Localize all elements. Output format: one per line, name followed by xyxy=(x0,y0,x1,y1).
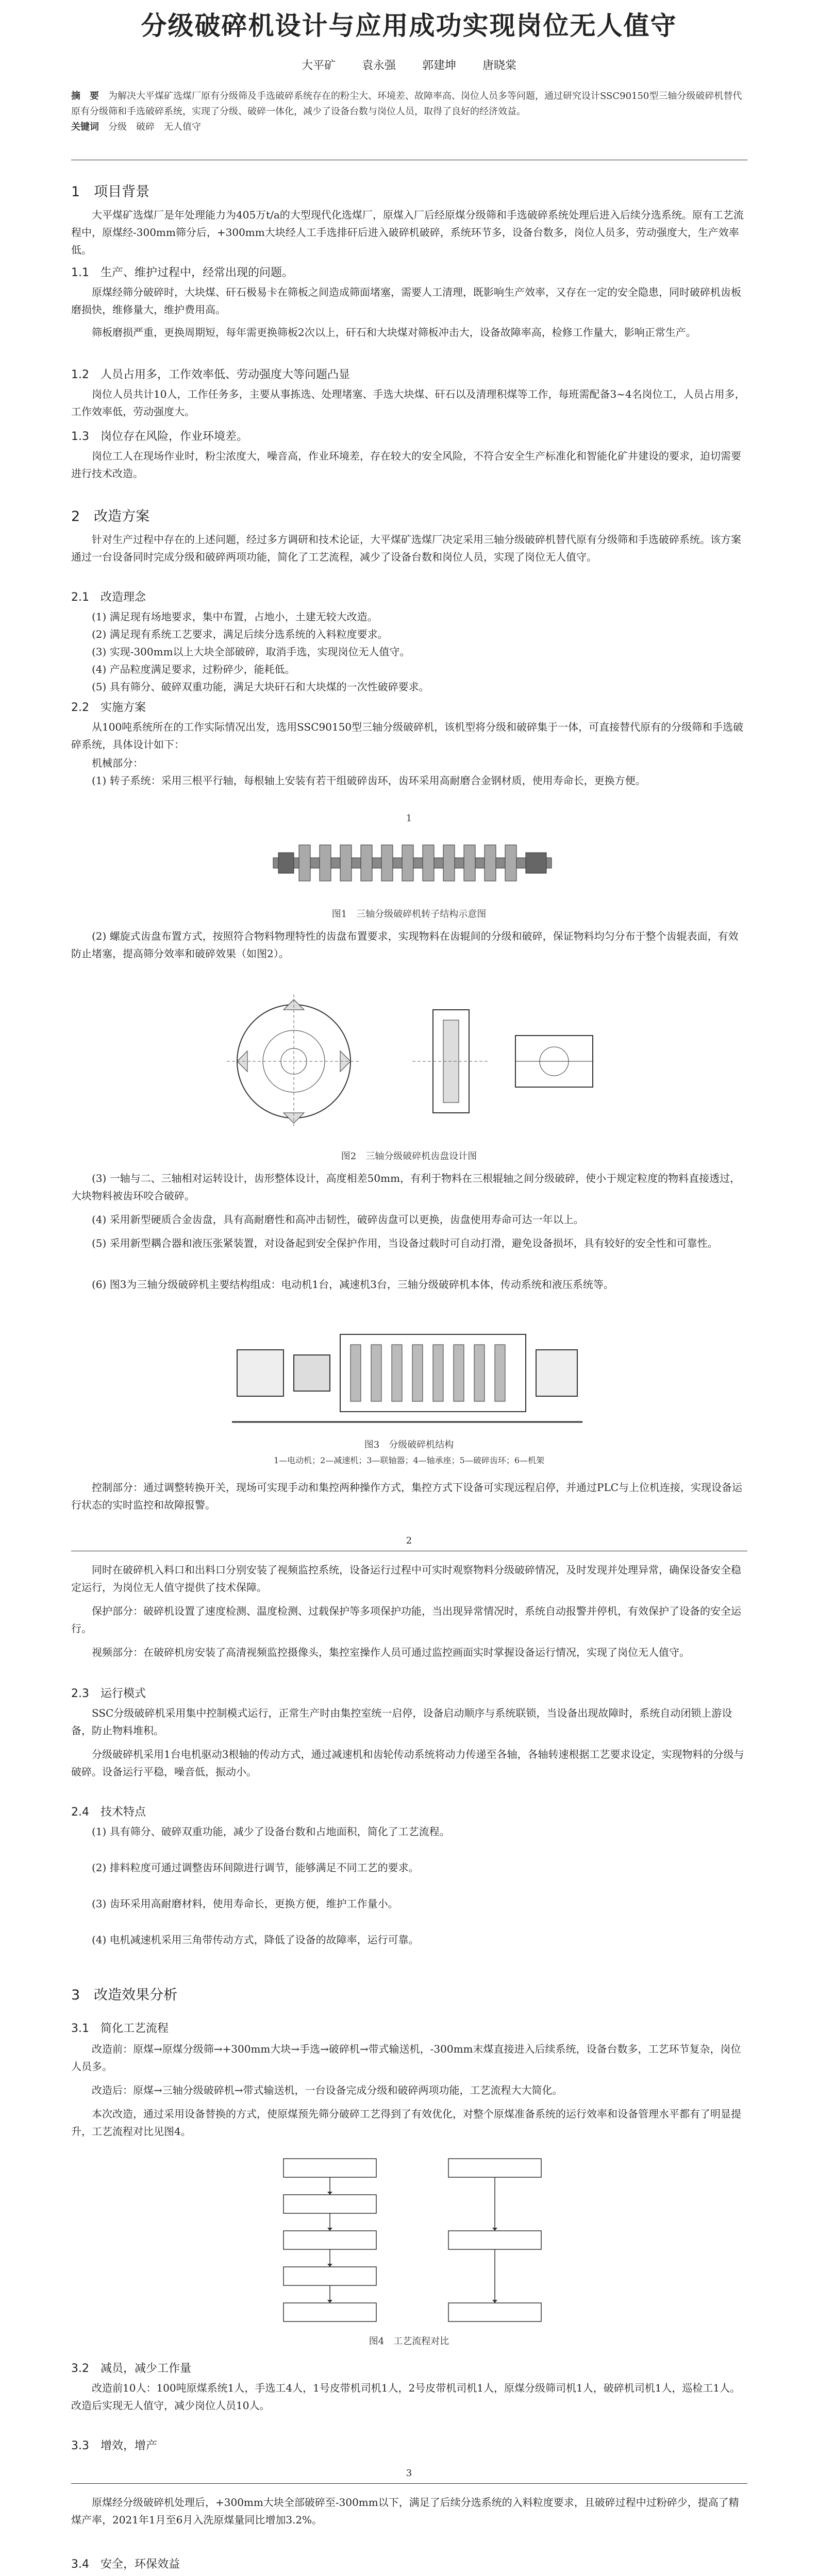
paragraph: 同时在破碎机入料口和出料口分别安装了视频监控系统，设备运行过程中可实时观察物料分级破碎情况，及时发现并处理异常，确保设备安全稳定运行，为岗位无人值守提供了技术保障。 xyxy=(71,1564,741,1594)
author-name: 袁永强 xyxy=(361,59,396,72)
paragraph: (4) 采用新型硬质合金齿盘，具有高耐磨性和高冲击韧性，破碎齿盘可以更换，齿盘使用寿命可达一年以上。 xyxy=(92,1213,584,1226)
subsection-heading: 1.3 岗位存在风险，作业环境差。 xyxy=(71,430,248,443)
subsection-heading: 3.3 增效，增产 xyxy=(71,2439,157,2452)
divider xyxy=(71,2483,747,2484)
author-line xyxy=(0,57,818,73)
list-item: (4) 电机减速机采用三角带传动方式，降低了设备的故障率，运行可靠。 xyxy=(92,1934,419,1946)
author-affiliation: 大平矿 xyxy=(301,59,336,72)
paragraph: 本次改造，通过采用设备替换的方式，使原煤预先筛分破碎工艺得到了有效优化，对整个原煤准备系统的运行效率和设备管理水平都有了明显提升，工艺流程对比见图4。 xyxy=(71,2108,741,2138)
figure-legend: 1—电动机；2—减速机；3—联轴器；4—轴承座；5—破碎齿环；6—机架 xyxy=(273,1455,545,1465)
paragraph: 控制部分：通过调整转换开关，现场可实现手动和集控两种操作方式，集控方式下设备可实现远程启停，并通过PLC与上位机连接，实现设备运行状态的实时监控和故障报警。 xyxy=(71,1481,743,1511)
figure-rotor-shaft xyxy=(268,829,557,896)
paragraph: 原煤经筛分破碎时，大块煤、矸石极易卡在筛板之间造成筛面堵塞，需要人工清理，既影响生产效率，又存在一定的安全隐患，同时破碎机齿板磨损快，维修量大，维护费用高。 xyxy=(71,286,741,316)
subsection-heading: 3.2 减员，减少工作量 xyxy=(71,2362,191,2375)
paragraph: 岗位工人在现场作业时，粉尘浓度大，噪音高，作业环境差，存在较大的安全风险，不符合安全生产标准化和智能化矿井建设的要求，迫切需要进行技术改造。 xyxy=(71,450,741,480)
figure-number: 1 xyxy=(406,813,412,824)
paragraph: 岗位人员共计10人，工作任务多，主要从事拣选、处理堵塞、手选大块煤、矸石以及清理积煤等工作，每班需配备3~4名岗位工，人员占用多，工作效率低，劳动强度大。 xyxy=(71,388,745,418)
subsection-heading: 2.3 运行模式 xyxy=(71,1687,146,1700)
section-heading: 3 改造效果分析 xyxy=(71,1987,178,2003)
paragraph: (5) 采用新型耦合器和液压张紧装置，对设备起到安全保护作用，当设备过载时可自动打滑，避免设备损坏，具有较好的安全性和可靠性。 xyxy=(92,1237,718,1249)
paragraph: 改造前：原煤→原煤分级筛→+300mm大块→手选→破碎机→带式输送机，-300mm末煤直接进入后续系统，设备台数多，工艺环节复杂，岗位人员多。 xyxy=(71,2043,741,2073)
figure-crusher-structure xyxy=(227,1319,588,1432)
subsection-heading: 1.2 人员占用多，工作效率低、劳动强度大等问题凸显 xyxy=(71,368,350,381)
list-item: (5) 具有筛分、破碎双重功能，满足大块矸石和大块煤的一次性破碎要求。 xyxy=(92,681,429,693)
paragraph: 大平煤矿选煤厂是年处理能力为405万t/a的大型现代化选煤厂，原煤入厂后经原煤分级筛和手选破碎系统处理后进入后续分选系统。原有工艺流程中，原煤经-300mm筛分后，+300mm大块经人工手选排矸后进入破碎机破碎，系统环节多，设备台数多，岗位人员多，劳动强度大，生产效率低。 xyxy=(71,209,744,256)
list-item: (1) 满足现有场地要求，集中布置，占地小，土建无较大改造。 xyxy=(92,611,378,623)
paragraph: 视频部分：在破碎机房安装了高清视频监控摄像头，集控室操作人员可通过监控画面实时掌握设备运行情况，实现了岗位无人值守。 xyxy=(92,1646,690,1658)
list-item: (2) 排料粒度可通过调整齿环间隙进行调节，能够满足不同工艺的要求。 xyxy=(92,1861,419,1874)
section-heading: 1 项目背景 xyxy=(71,184,150,200)
figure-caption: 图3 分级破碎机结构 xyxy=(364,1439,454,1450)
figure-caption: 图1 三轴分级破碎机转子结构示意图 xyxy=(331,909,487,920)
subsection-heading: 3.4 安全，环保效益 xyxy=(71,2558,180,2571)
list-item: (4) 产品粒度满足要求，过粉碎少，能耗低。 xyxy=(92,663,295,675)
keywords-label: 关键词 xyxy=(71,122,99,132)
figure-caption: 图2 三轴分级破碎机齿盘设计图 xyxy=(341,1151,477,1162)
list-item: (2) 满足现有系统工艺要求，满足后续分选系统的入料粒度要求。 xyxy=(92,628,388,640)
paragraph: (6) 图3为三轴分级破碎机主要结构组成：电动机1台，减速机3台，三轴分级破碎机本体，传动系统和液压系统等。 xyxy=(92,1278,614,1291)
paragraph: 从100吨系统所在的工作实际情况出发，选用SSC90150型三轴分级破碎机，该机型将分级和破碎集于一体，可直接替代原有的分级筛和手选破碎系统，具体设计如下： xyxy=(71,721,744,751)
keywords-text: 分级 破碎 无人值守 xyxy=(108,122,201,132)
paragraph: 改造后：原煤→三轴分级破碎机→带式输送机，一台设备完成分级和破碎两项功能，工艺流程大大简化。 xyxy=(92,2084,563,2096)
figure-process-flow xyxy=(268,2154,557,2324)
page-title: 分级破碎机设计与应用成功实现岗位无人值守 xyxy=(141,11,677,41)
page-marker: 3 xyxy=(406,2468,412,2479)
author-name: 郭建坤 xyxy=(422,59,457,72)
list-item: (3) 齿环采用高耐磨材料，使用寿命长，更换方便，维护工作量小。 xyxy=(92,1897,398,1910)
paragraph: 分级破碎机采用1台电机驱动3根轴的传动方式，通过减速机和齿轮传动系统将动力传递至各轴，各轴转速根据工艺要求设定，实现物料的分级与破碎。设备运行平稳，噪音低，振动小。 xyxy=(71,1748,744,1778)
abstract-text: 为解决大平煤矿选煤厂原有分级筛及手选破碎系统存在的粉尘大、环境差、故障率高、岗位人员多等问题，通过研究设计SSC90150型三轴分级破碎机替代原有分级筛和手选破碎系统，实现了分级、破碎一体化，减少了设备台数与岗位人员，取得了良好的经济效益。 xyxy=(71,91,742,117)
paragraph: 筛板磨损严重，更换周期短，每年需更换筛板2次以上，矸石和大块煤对筛板冲击大，设备故障率高，检修工作量大，影响正常生产。 xyxy=(92,326,696,338)
list-item: (3) 实现-300mm以上大块全部破碎，取消手选，实现岗位无人值守。 xyxy=(92,646,410,658)
paragraph: 针对生产过程中存在的上述问题，经过多方调研和技术论证，大平煤矿选煤厂决定采用三轴分级破碎机替代原有分级筛和手选破碎系统。该方案通过一台设备同时完成分级和破碎两项功能，简化了工艺流程，减少了设备台数和岗位人员，实现了岗位无人值守。 xyxy=(71,533,741,563)
paragraph: 机械部分： xyxy=(92,757,143,769)
paragraph: (1) 转子系统：采用三根平行轴，每根轴上安装有若干组破碎齿环，齿环采用高耐磨合金钢材质，使用寿命长，更换方便。 xyxy=(92,774,646,787)
paragraph: 保护部分：破碎机设置了速度检测、温度检测、过载保护等多项保护功能，当出现异常情况时，系统自动报警并停机，有效保护了设备的安全运行。 xyxy=(71,1605,741,1635)
list-item: (1) 具有筛分、破碎双重功能，减少了设备台数和占地面积，简化了工艺流程。 xyxy=(92,1825,450,1838)
abstract xyxy=(71,89,747,135)
subsection-heading: 2.4 技术特点 xyxy=(71,1806,146,1819)
subsection-heading: 2.2 实施方案 xyxy=(71,701,146,714)
section-heading: 2 改造方案 xyxy=(71,509,150,524)
paragraph: 改造前10人：100吨原煤系统1人，手选工4人，1号皮带机司机1人，2号皮带机司机1人，原煤分级筛司机1人，破碎机司机1人，巡检工1人。改造后实现无人值守，减少岗位人员10人。 xyxy=(71,2382,741,2412)
subsection-heading: 1.1 生产、维护过程中，经常出现的问题。 xyxy=(71,266,293,279)
abstract-label: 摘 要 xyxy=(71,91,99,101)
figure-caption: 图4 工艺流程对比 xyxy=(369,2336,449,2347)
author-name: 唐晓棠 xyxy=(482,59,517,72)
paragraph: (2) 螺旋式齿盘布置方式，按照符合物料物理特性的齿盘布置要求，实现物料在齿辊间的分级和破碎，保证物料均匀分布于整个齿辊表面，有效防止堵塞，提高筛分效率和破碎效果（如图2）。 xyxy=(71,930,739,960)
paragraph: (3) 一轴与二、三轴相对运转设计，齿形整体设计，高度相差50mm，有利于物料在三根辊轴之间分级破碎，使小于规定粒度的物料直接透过，大块物料被齿环咬合破碎。 xyxy=(71,1172,741,1202)
subsection-heading: 3.1 简化工艺流程 xyxy=(71,2022,169,2035)
paragraph: 原煤经分级破碎机处理后，+300mm大块全部破碎至-300mm以下，满足了后续分选系统的入料粒度要求，且破碎过程中过粉碎少，提高了精煤产率，2021年1月至6月入洗原煤量同比增加3.2%。 xyxy=(71,2496,739,2526)
paragraph: SSC分级破碎机采用集中控制模式运行，正常生产时由集控室统一启停，设备启动顺序与系统联锁，当设备出现故障时，系统自动闭锁上游设备，防止物料堆积。 xyxy=(71,1707,732,1737)
page-marker: 2 xyxy=(406,1535,412,1546)
subsection-heading: 2.1 改造理念 xyxy=(71,591,146,604)
figure-tooth-disc-design xyxy=(216,989,608,1139)
